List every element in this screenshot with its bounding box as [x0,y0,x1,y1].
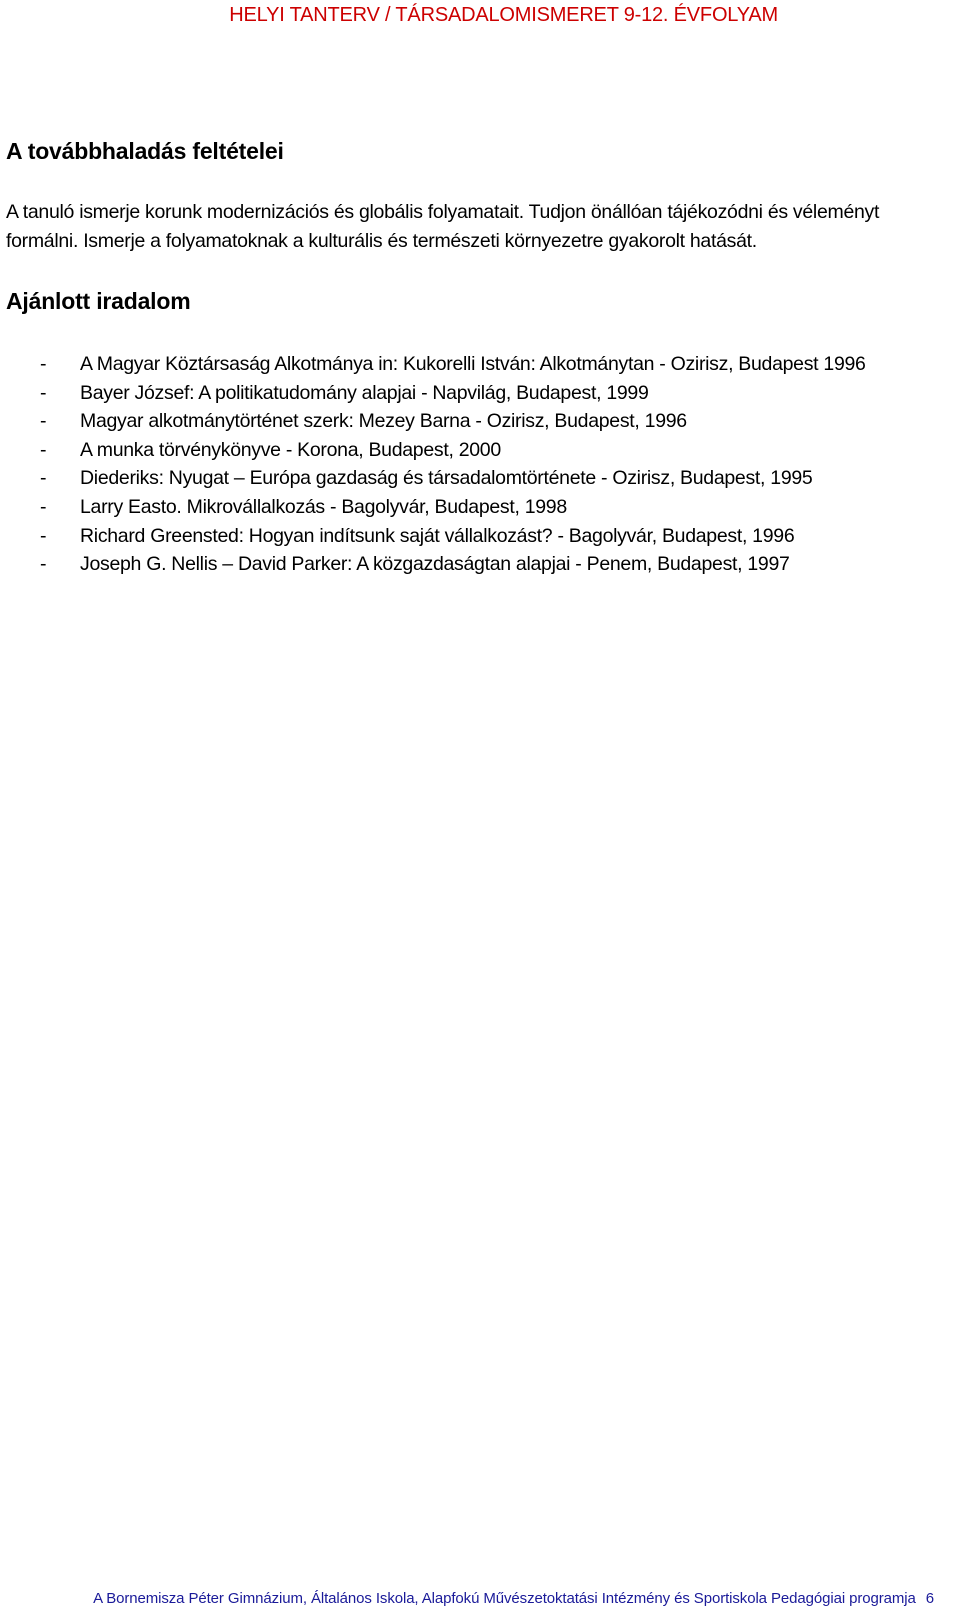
list-item-text: Diederiks: Nyugat – Európa gazdaság és társadalomtörténete - Ozirisz, Budapest, 1995 [80,467,813,490]
list-bullet: - [40,353,47,375]
list-item-text: A munka törvénykönyve - Korona, Budapest, 2000 [80,438,501,461]
list-item-text: Bayer József: A politikatudomány alapjai - Napvilág, Budapest, 1999 [80,381,649,404]
page-number: 6 [925,1590,934,1607]
list-bullet: - [40,410,47,433]
list-bullet: - [40,467,47,490]
list-item-text: Joseph G. Nellis – David Parker: A közgazdaságtan alapjai - Penem, Budapest, 1997 [80,553,790,576]
literature-heading: Ajánlott iradalom [6,288,191,314]
list-bullet: - [40,524,47,547]
list-item-text: Larry Easto. Mikrovállalkozás - Bagolyvár, Budapest, 1998 [80,495,567,518]
progress-conditions-heading: A továbbhaladás feltételei [6,138,284,164]
list-bullet: - [40,553,47,576]
list-bullet: - [40,495,47,518]
list-bullet: - [40,438,47,461]
list-item-text: Magyar alkotmánytörténet szerk: Mezey Barna - Ozirisz, Budapest, 1996 [80,410,687,433]
list-bullet: - [40,381,47,404]
list-item-text: A Magyar Köztársaság Alkotmánya in: Kukorelli István: Alkotmánytan - Ozirisz, Budapest 1996 [80,353,866,375]
page-footer [93,1590,934,1607]
page-header: HELYI TANTERV / TÁRSADALOMISMERET 9-12. ÉVFOLYAM [229,4,778,26]
footer-text: A Bornemisza Péter Gimnázium, Általános Iskola, Alapfokú Művészetoktatási Intézmény és Sportiskola Pedagógiai programja [93,1590,916,1607]
list-item-text: Richard Greensted: Hogyan indítsunk saját vállalkozást? - Bagolyvár, Budapest, 1996 [80,524,795,547]
progress-conditions-paragraph: A tanuló ismerje korunk modernizációs és globális folyamatait. Tudjon önállóan tájékozódni és véleményt formálni. Ismerje a folyamatoknak a kulturális és természeti környezetre gyakorolt hatását. [6,201,880,252]
